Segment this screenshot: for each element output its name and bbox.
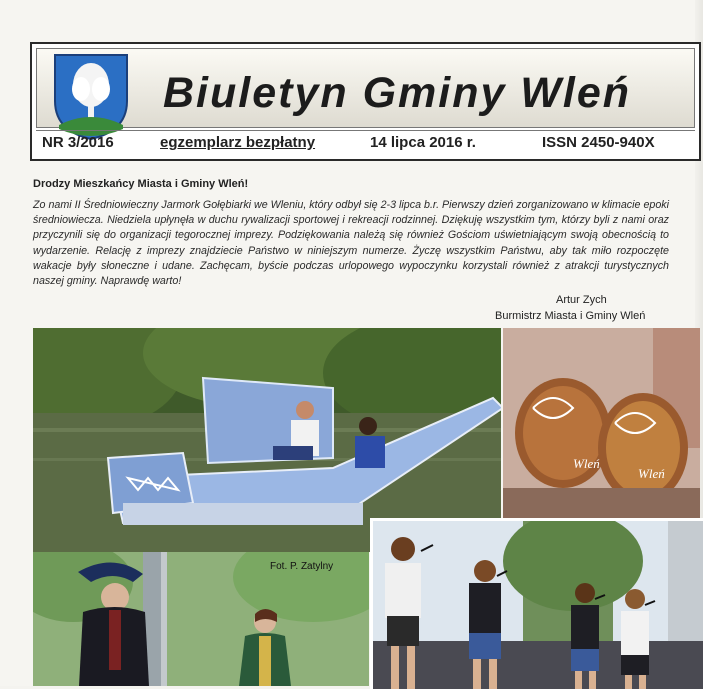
gingerbread-text-2: Wleń <box>638 466 665 481</box>
letter-body: Zo nami II Średniowieczny Jarmork Gołębiarki we Wleniu, który odbył się 2-3 lipca b.r. Pierwszy dzień zorganizowano w klimacie epoki średniowiecza. Niedziela upłynęła w duchu rywalizacji sportowej i rekreacji rodzinnej. Dziękuję wszystkim tym, którzy byli z nami oraz przyczynili się do organizacji tegorocznej imprezy. Podziękowania należą się również Gościom uświetniającym swoją obecnością to wydarzenie. Relację z imprezy znajdziecie Państwo w niniejszym numerze. Życzę wszystkim Państwu, aby tak miło rozpoczęte wakacje były słoneczne i udane. Zachęcam, byście podczas urlopowego wypoczynku korzystali również z atrakcji turystycznych naszej gminy. Naprawdę warto! <box>33 199 669 288</box>
masthead-info-bar <box>36 130 695 153</box>
coat-of-arms-icon <box>53 53 129 141</box>
issue-number: NR 3/2016 <box>42 134 114 151</box>
masthead <box>30 42 701 161</box>
bulletin-title: Biuletyn Gminy Wleń <box>163 69 632 117</box>
gingerbread-photo <box>503 328 700 518</box>
issue-date: 14 lipca 2016 r. <box>370 134 476 151</box>
masthead-title-panel <box>36 48 695 128</box>
issn: ISSN 2450-940X <box>542 134 655 151</box>
gingerbread-text-1: Wleń <box>573 456 600 471</box>
signature-name: Artur Zych <box>556 294 607 306</box>
medieval-costume-photo <box>33 552 369 686</box>
photo-credit: Fot. P. Zatylny <box>270 561 334 572</box>
signature-role: Burmistrz Miasta i Gminy Wleń <box>495 310 646 322</box>
edition-note: egzemplarz bezpłatny <box>160 134 316 151</box>
letter-greeting: Drodzy Mieszkańcy Miasta i Gminy Wleń! <box>33 178 249 190</box>
singers-stage-photo <box>370 518 703 689</box>
